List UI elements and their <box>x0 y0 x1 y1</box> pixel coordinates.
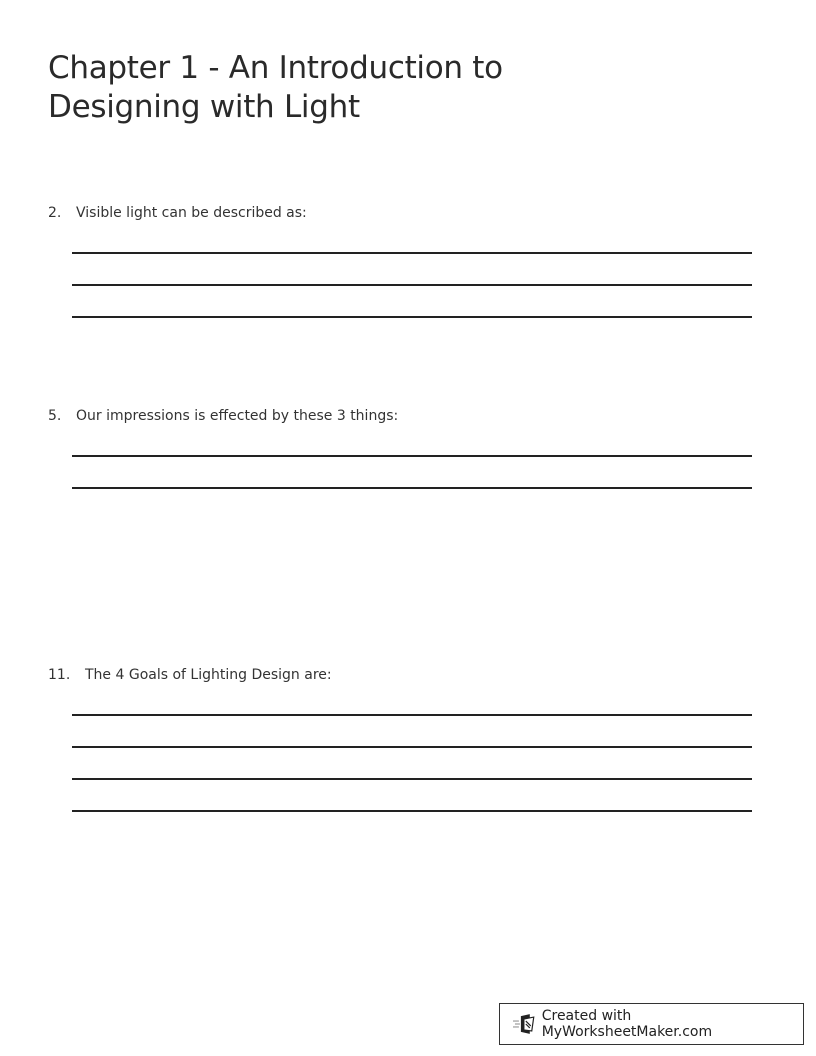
answer-line[interactable] <box>72 714 752 716</box>
created-with-badge[interactable] <box>499 1003 804 1045</box>
created-with-label: Created with MyWorksheetMaker.com <box>541 1008 713 1040</box>
question-2 <box>48 205 307 221</box>
question-text: Our impressions is effected by these 3 things: <box>76 408 399 424</box>
question-11 <box>48 667 332 683</box>
answer-line[interactable] <box>72 455 752 457</box>
answer-line[interactable] <box>72 487 752 489</box>
title-line-1: Chapter 1 - An Introduction to <box>48 50 503 86</box>
answer-line[interactable] <box>72 746 752 748</box>
question-text: Visible light can be described as: <box>76 205 307 221</box>
answer-line[interactable] <box>72 810 752 812</box>
answer-line[interactable] <box>72 316 752 318</box>
page-title <box>48 49 568 127</box>
question-number: 2. <box>48 205 62 221</box>
question-text: The 4 Goals of Lighting Design are: <box>85 667 332 683</box>
answer-line[interactable] <box>72 252 752 254</box>
worksheet-maker-logo-icon <box>512 1013 536 1035</box>
question-number: 5. <box>48 408 62 424</box>
answer-line[interactable] <box>72 778 752 780</box>
question-5 <box>48 408 398 424</box>
title-line-2: Designing with Light <box>48 89 360 125</box>
answer-line[interactable] <box>72 284 752 286</box>
question-number: 11. <box>48 667 71 683</box>
